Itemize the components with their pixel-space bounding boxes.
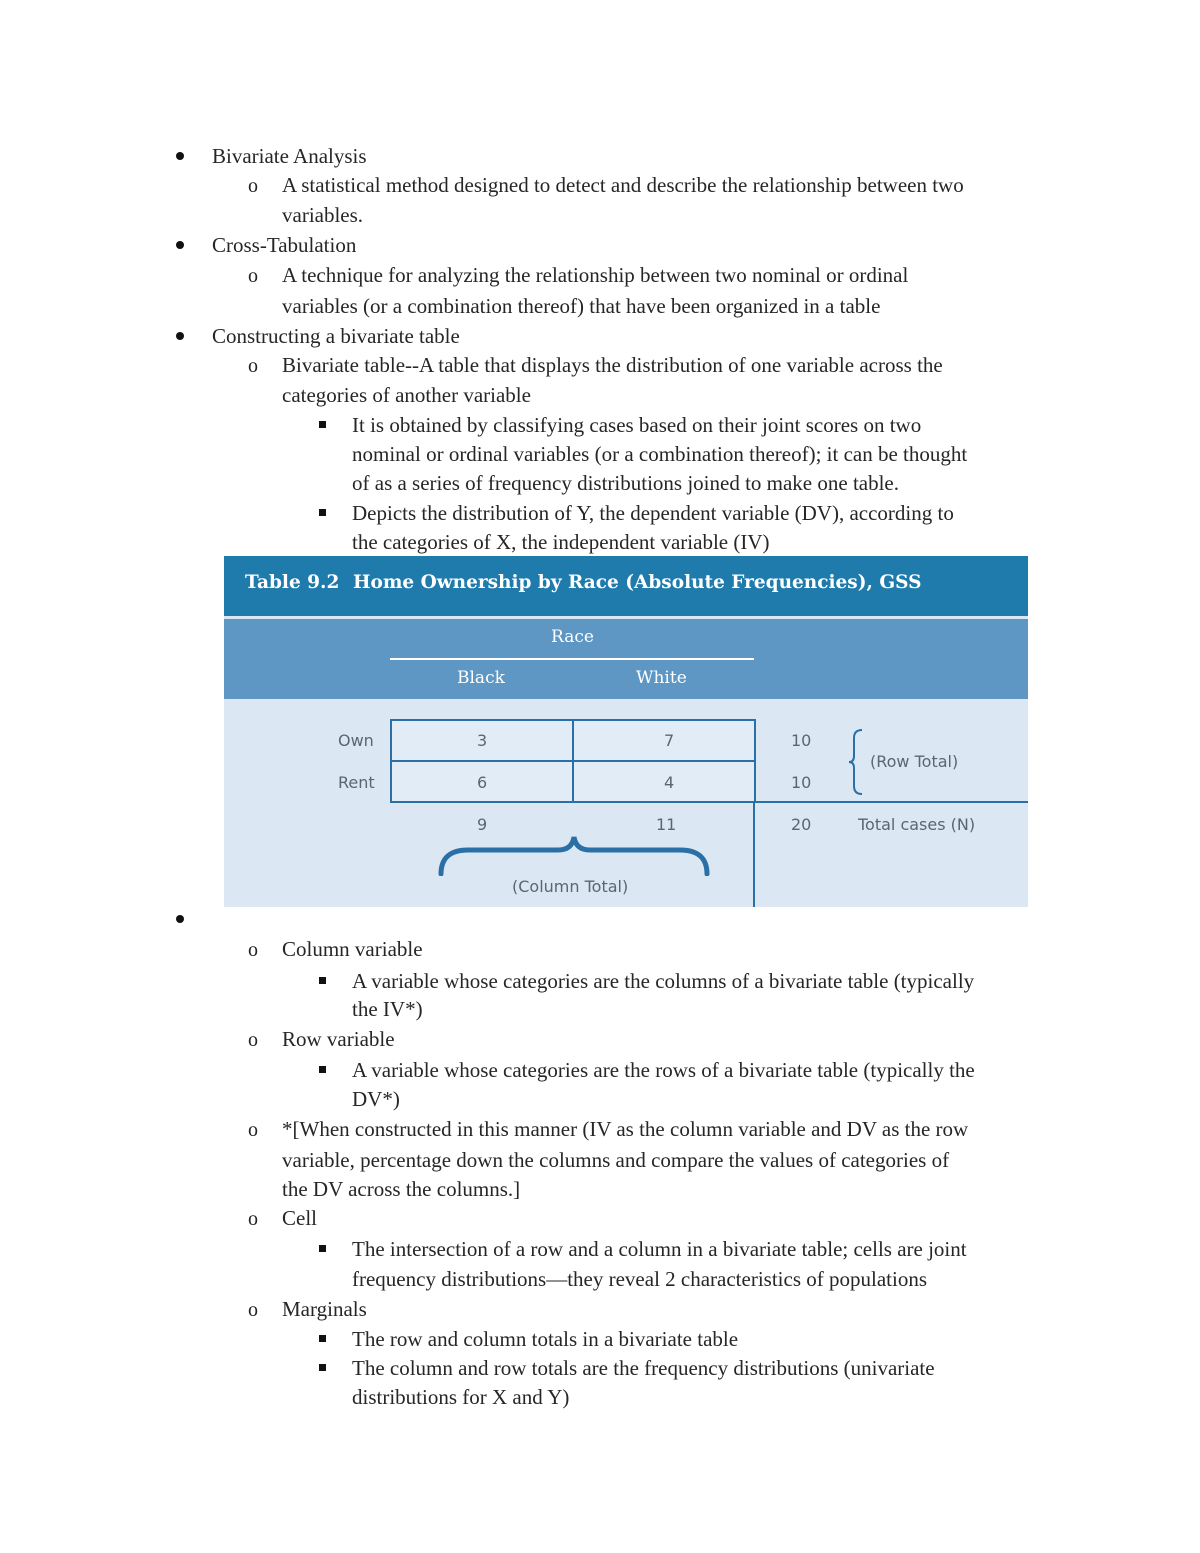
value-own-black: 3 [477, 731, 488, 750]
row-total-own: 10 [791, 731, 812, 750]
cell-def-line2: frequency distributions—they reveal 2 characteristics of populations [352, 1267, 927, 1291]
totals-divider-horizontal [753, 801, 1028, 803]
note-line1: *[When constructed in this manner (IV as the column variable and DV as the row [282, 1117, 969, 1141]
constructing-point1-line2: nominal or ordinal variables (or a combination thereof); it can be thought [352, 442, 968, 466]
grand-total: 20 [791, 815, 812, 834]
constructing-point1-line1: It is obtained by classifying cases based on their joint scores on two [352, 413, 922, 437]
note-line3: the DV across the columns.] [282, 1177, 521, 1201]
bullet [176, 332, 184, 340]
row-total-brace [848, 728, 864, 796]
square-bullet [319, 421, 326, 428]
heading-column-variable: Column variable [282, 937, 423, 961]
figure-header-band [224, 619, 1028, 699]
table-9-2-figure [224, 556, 1028, 907]
square-bullet [319, 977, 326, 984]
figure-title-bar [224, 556, 1028, 616]
bivariate-table-definition-line2: categories of another variable [282, 383, 531, 407]
column-group-rule [390, 658, 754, 660]
marginals-point1: The row and column totals in a bivariate table [352, 1327, 739, 1351]
marginals-point2-line2: distributions for X and Y) [352, 1385, 570, 1409]
row-label-own: Own [338, 731, 374, 750]
cell-def-line1: The intersection of a row and a column in a bivariate table; cells are joint [352, 1237, 967, 1261]
bivariate-analysis-definition-line1: A statistical method designed to detect and describe the relationship between two [282, 173, 964, 197]
sub-bullet: o [248, 175, 258, 197]
constructing-point1-line3: of as a series of frequency distributions joined to make one table. [352, 471, 900, 495]
column-header-black: Black [457, 668, 505, 688]
square-bullet [319, 1364, 326, 1371]
column-total-brace [438, 834, 710, 876]
bivariate-table-definition-line1: Bivariate table--A table that displays the distribution of one variable across the [282, 353, 943, 377]
value-rent-black: 6 [477, 773, 488, 792]
totals-divider-vertical [753, 802, 755, 907]
bullet [176, 915, 184, 923]
cross-tabulation-definition-line1: A technique for analyzing the relationship between two nominal or ordinal [282, 263, 909, 287]
sub-bullet: o [248, 1029, 258, 1051]
sub-bullet: o [248, 355, 258, 377]
sub-bullet: o [248, 265, 258, 287]
constructing-point2-line2: the categories of X, the independent variable (IV) [352, 530, 770, 554]
sub-bullet: o [248, 1208, 258, 1230]
row-total-rent: 10 [791, 773, 812, 792]
sub-bullet: o [248, 1119, 258, 1141]
sub-bullet: o [248, 1299, 258, 1321]
square-bullet [319, 1245, 326, 1252]
row-total-label: (Row Total) [870, 752, 959, 771]
sub-bullet: o [248, 939, 258, 961]
heading-cross-tabulation: Cross-Tabulation [212, 233, 357, 257]
total-cases-label: Total cases (N) [858, 815, 976, 834]
column-total-black: 9 [477, 815, 488, 834]
heading-bivariate-analysis: Bivariate Analysis [212, 144, 367, 168]
square-bullet [319, 1335, 326, 1342]
note-line2: variable, percentage down the columns and compare the values of categories of [282, 1148, 950, 1172]
column-variable-def-line2: the IV*) [352, 997, 423, 1021]
square-bullet [319, 1066, 326, 1073]
bullet [176, 241, 184, 249]
figure-number: Table 9.2 [245, 572, 340, 593]
marginals-point2-line1: The column and row totals are the frequency distributions (univariate [352, 1356, 935, 1380]
column-header-white: White [636, 668, 687, 688]
column-total-white: 11 [656, 815, 677, 834]
column-group-label: Race [551, 627, 594, 647]
square-bullet [319, 509, 326, 516]
bullet [176, 152, 184, 160]
heading-marginals: Marginals [282, 1297, 367, 1321]
column-variable-def-line1: A variable whose categories are the columns of a bivariate table (typically [352, 969, 975, 993]
figure-title: Home Ownership by Race (Absolute Frequencies), GSS [353, 572, 922, 593]
row-variable-def-line2: DV*) [352, 1087, 400, 1111]
constructing-point2-line1: Depicts the distribution of Y, the dependent variable (DV), according to [352, 501, 954, 525]
value-rent-white: 4 [664, 773, 675, 792]
row-variable-def-line1: A variable whose categories are the rows of a bivariate table (typically the [352, 1058, 975, 1082]
heading-constructing-bivariate-table: Constructing a bivariate table [212, 324, 460, 348]
row-label-rent: Rent [338, 773, 375, 792]
cross-tabulation-definition-line2: variables (or a combination thereof) that have been organized in a table [282, 294, 881, 318]
heading-cell: Cell [282, 1206, 317, 1230]
column-total-label: (Column Total) [512, 877, 629, 896]
value-own-white: 7 [664, 731, 675, 750]
bivariate-analysis-definition-line2: variables. [282, 203, 364, 227]
heading-row-variable: Row variable [282, 1027, 395, 1051]
